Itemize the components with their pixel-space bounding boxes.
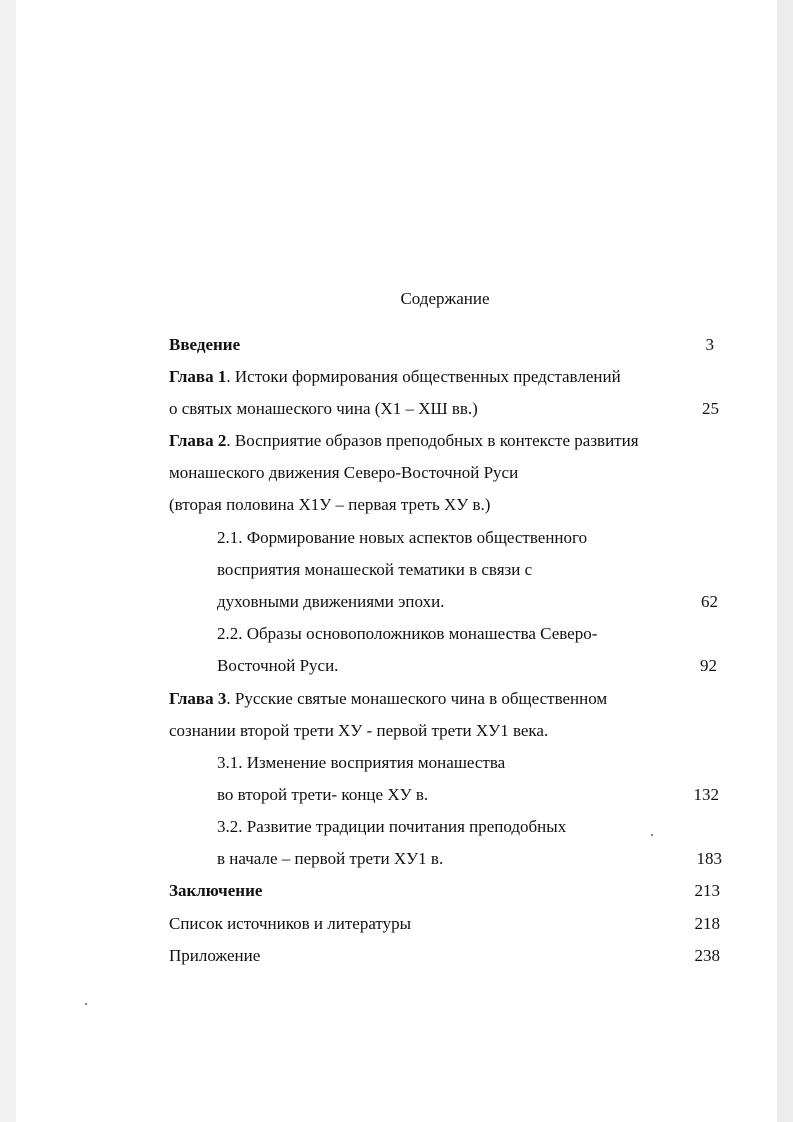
toc-entry-section-2-2-cont <box>217 655 338 677</box>
toc-entry-section-2-1 <box>217 527 587 549</box>
toc-entry-section-3-1 <box>217 752 505 774</box>
toc-page-number: 3 <box>705 335 714 354</box>
toc-page-number: 132 <box>693 785 719 804</box>
toc-entry-bold: Глава 2 <box>169 431 227 450</box>
toc-entry-conclusion <box>169 880 262 902</box>
toc-page-number: 62 <box>701 592 718 611</box>
toc-entry-chapter-2 <box>169 430 639 452</box>
toc-entry-chapter-3 <box>169 688 607 710</box>
toc-entry-text: во второй трети- конце ХУ в. <box>217 785 429 804</box>
toc-entry-text: сознании второй трети ХУ - первой трети ХУ1 века. <box>169 721 549 740</box>
toc-entry-text: (вторая половина Х1У – первая треть ХУ в.) <box>169 495 491 514</box>
toc-entry-bold: Глава 3 <box>169 689 227 708</box>
contents-title: Содержание <box>400 289 490 308</box>
toc-page-number: 25 <box>702 399 719 418</box>
toc-entry-section-3-1-cont <box>217 784 428 806</box>
toc-page-number: 213 <box>694 881 720 900</box>
toc-entry-text: 2.1. Формирование новых аспектов общественного <box>217 528 588 547</box>
toc-entry-bold: Заключение <box>169 881 263 900</box>
toc-entry-chapter-3-cont <box>169 720 548 742</box>
toc-entry-sources <box>169 913 411 935</box>
toc-entry-introduction <box>169 334 240 356</box>
toc-entry-text: о святых монашеского чина (Х1 – ХШ вв.) <box>169 399 478 418</box>
toc-entry-text: Приложение <box>169 946 261 965</box>
toc-entry-section-3-2-cont <box>217 848 443 870</box>
toc-entry-chapter-1-cont <box>169 398 478 420</box>
scan-edge-left <box>0 0 16 1122</box>
toc-entry-text: . Истоки формирования общественных представлений <box>226 367 621 386</box>
toc-entry-chapter-1 <box>169 366 621 388</box>
toc-entry-section-2-1-cont <box>217 559 532 581</box>
scan-edge-right <box>777 0 793 1122</box>
toc-entry-text: Список источников и литературы <box>169 914 412 933</box>
toc-entry-bold: Глава 1 <box>169 367 227 386</box>
scan-speck <box>651 834 653 836</box>
toc-entry-text: в начале – первой трети ХУ1 в. <box>217 849 444 868</box>
toc-page-number: 238 <box>694 946 720 965</box>
toc-entry-text: . Восприятие образов преподобных в контексте развития <box>226 431 639 450</box>
toc-entry-text: духовными движениями эпохи. <box>217 592 445 611</box>
toc-entry-section-2-1-cont <box>217 591 444 613</box>
toc-page-number: 218 <box>694 914 720 933</box>
toc-entry-chapter-2-cont <box>169 462 518 484</box>
toc-entry-appendix <box>169 945 260 967</box>
toc-entry-text: 2.2. Образы основоположников монашества Северо- <box>217 624 598 643</box>
toc-entry-section-3-2 <box>217 816 566 838</box>
toc-entry-text: 3.1. Изменение восприятия монашества <box>217 753 506 772</box>
scan-speck <box>85 1003 87 1005</box>
toc-entry-text: 3.2. Развитие традиции почитания преподобных <box>217 817 567 836</box>
toc-entry-text: Восточной Руси. <box>217 656 339 675</box>
toc-entry-chapter-2-cont <box>169 494 490 516</box>
toc-page-number: 92 <box>700 656 717 675</box>
toc-entry-text: восприятия монашеской тематики в связи с <box>217 560 533 579</box>
toc-entry-text: монашеского движения Северо-Восточной Руси <box>169 463 519 482</box>
toc-entry-bold: Введение <box>169 335 241 354</box>
toc-entry-section-2-2 <box>217 623 597 645</box>
toc-page-number: 183 <box>696 849 722 868</box>
toc-entry-text: . Русские святые монашеского чина в общественном <box>226 689 608 708</box>
